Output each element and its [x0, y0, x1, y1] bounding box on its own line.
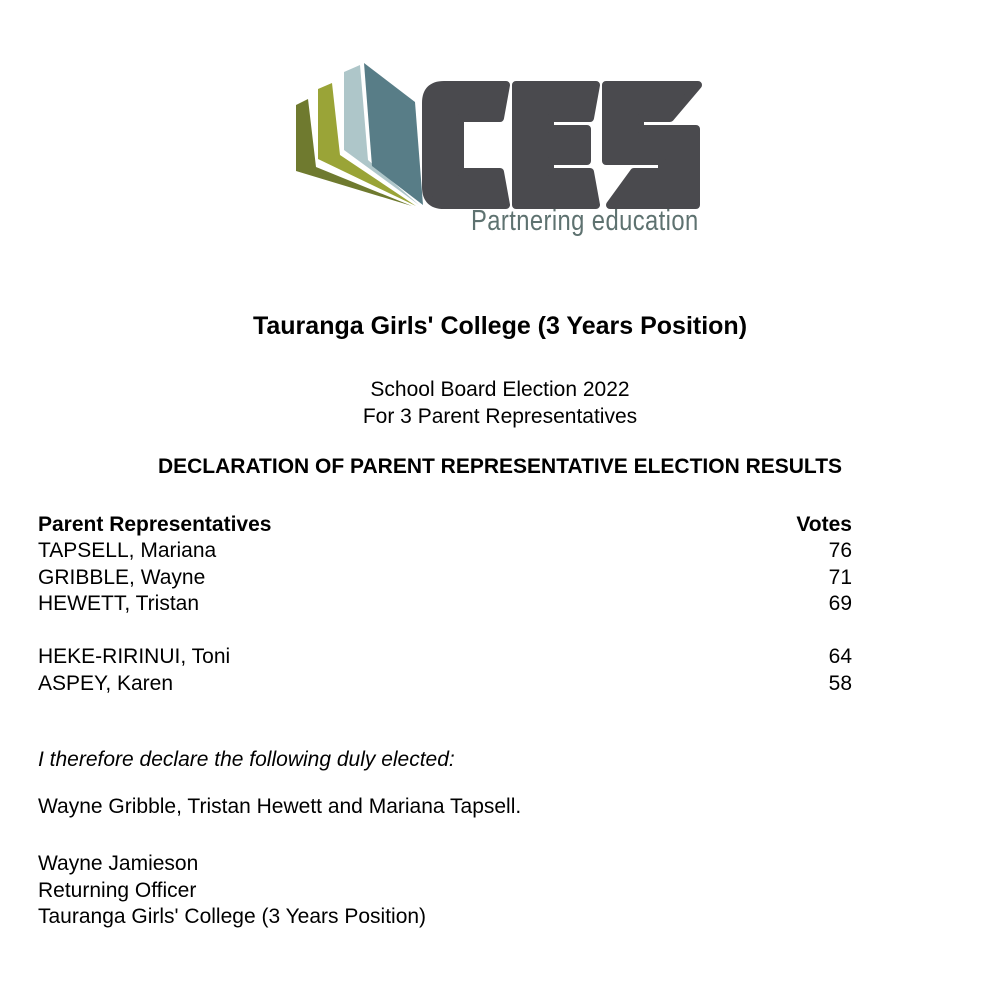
- table-row: [38, 565, 852, 592]
- logo-tagline: [288, 207, 713, 239]
- candidate-name: TAPSELL, Mariana: [38, 539, 217, 562]
- table-row: [38, 538, 852, 565]
- returning-officer-title: Returning Officer: [38, 878, 197, 902]
- vote-count: 64: [828, 645, 852, 668]
- ces-logotype: [426, 85, 698, 205]
- signature-school-name: Tauranga Girls' College (3 Years Position): [38, 905, 427, 928]
- returning-officer-name: Wayne Jamieson: [38, 852, 199, 875]
- subtitle-representatives-line: For 3 Parent Representatives: [362, 404, 638, 428]
- declaration-statement: I therefore declare the following duly elected:: [38, 748, 455, 771]
- results-table: [38, 512, 852, 698]
- name-column-header: Parent Representatives: [38, 512, 272, 536]
- table-row: [38, 591, 852, 618]
- document-title: Tauranga Girls' College (3 Years Position): [252, 312, 748, 340]
- letter-c: [426, 85, 506, 205]
- vote-count: 69: [828, 592, 852, 615]
- votes-column-header: Votes: [796, 512, 852, 536]
- vote-count: 76: [828, 539, 852, 562]
- book-pages-icon: [296, 63, 423, 206]
- logo-tagline-text: Partnering education: [470, 205, 699, 237]
- document-subtitle: [0, 377, 1000, 430]
- table-header-row: [38, 512, 852, 539]
- vote-count: 71: [828, 565, 852, 589]
- ces-logo-graphic: [288, 55, 713, 215]
- candidate-name: ASPEY, Karen: [38, 671, 174, 695]
- candidate-name: GRIBBLE, Wayne: [38, 565, 206, 589]
- subtitle-election-line: School Board Election 2022: [370, 378, 630, 401]
- table-row: [38, 644, 852, 671]
- vote-count: 58: [828, 671, 852, 695]
- declaration-heading: DECLARATION OF PARENT REPRESENTATIVE ELECTION RESULTS: [157, 455, 843, 478]
- letter-s: [606, 85, 698, 205]
- letter-e: [516, 85, 596, 205]
- elected-names: Wayne Gribble, Tristan Hewett and Mariana Tapsell.: [38, 794, 522, 818]
- candidate-name: HEWETT, Tristan: [38, 592, 200, 615]
- signature-block: [38, 851, 852, 931]
- candidate-name: HEKE-RIRINUI, Toni: [38, 645, 231, 668]
- ces-logo: [288, 55, 713, 239]
- table-row: [38, 671, 852, 698]
